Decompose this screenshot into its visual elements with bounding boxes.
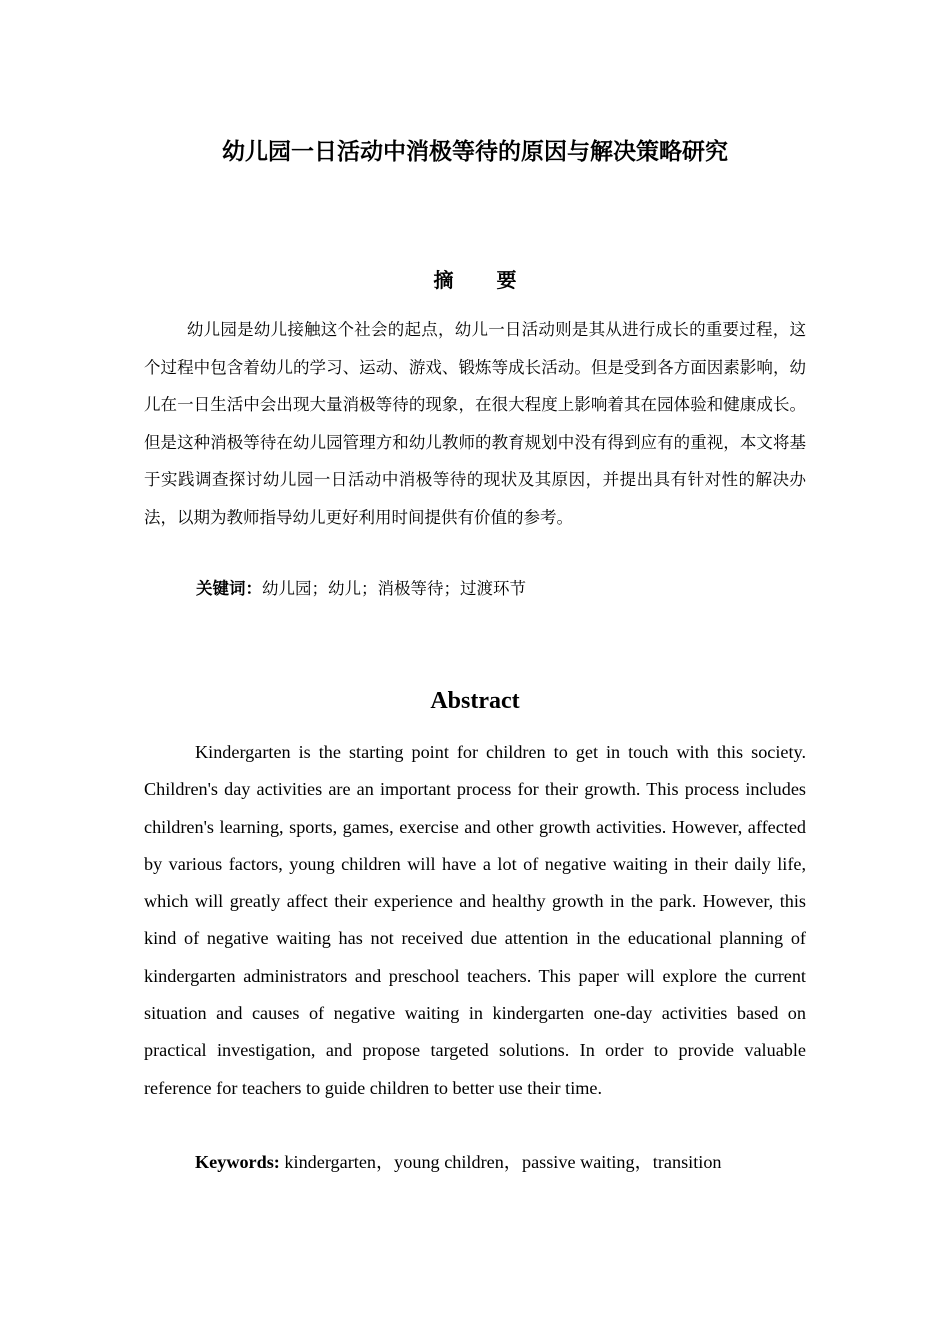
chinese-keywords-label: 关键词： [196,579,262,598]
chinese-abstract-heading: 摘 要 [433,268,535,292]
english-abstract-body: Kindergarten is the starting point for children to get in touch with this society. Children's day activities are an important process for their growth. This process includes children's learning, sports, games, exercise and other growth activities. However, affected by various factors, young children will have a lot of negative waiting in their daily life, which will greatly affect their experience and healthy growth in the park. However, this kind of negative waiting has not received due attention in the educational planning of kindergarten administrators and preschool teachers. This paper will explore the current situation and causes of negative waiting in kindergarten one-day activities based on practical investigation, and propose targeted solutions. In order to provide valuable reference for teachers to guide children to better use their time. [144,742,806,1098]
chinese-abstract-body: 幼儿园是幼儿接触这个社会的起点，幼儿一日活动则是其从进行成长的重要过程，这个过程中包含着幼儿的学习、运动、游戏、锻炼等成长活动。但是受到各方面因素影响，幼儿在一日生活中会出现大量消极等待的现象，在很大程度上影响着其在园体验和健康成长。但是这种消极等待在幼儿园管理方和幼儿教师的教育规划中没有得到应有的重视，本文将基于实践调查探讨幼儿园一日活动中消极等待的现状及其原因，并提出具有针对性的解决办法，以期为教师指导幼儿更好利用时间提供有价值的参考。 [144,320,806,527]
english-abstract-heading: Abstract [430,688,520,714]
chinese-keywords-list: 幼儿园；幼儿；消极等待；过渡环节 [262,579,526,598]
english-keywords-label: Keywords: [195,1152,280,1172]
english-keywords-list: kindergarten，young children，passive waiting，transition [279,1152,722,1172]
english-keywords [195,1146,806,1178]
document-title: 幼儿园一日活动中消极等待的原因与解决策略研究 [222,139,728,165]
chinese-keywords [196,574,806,604]
